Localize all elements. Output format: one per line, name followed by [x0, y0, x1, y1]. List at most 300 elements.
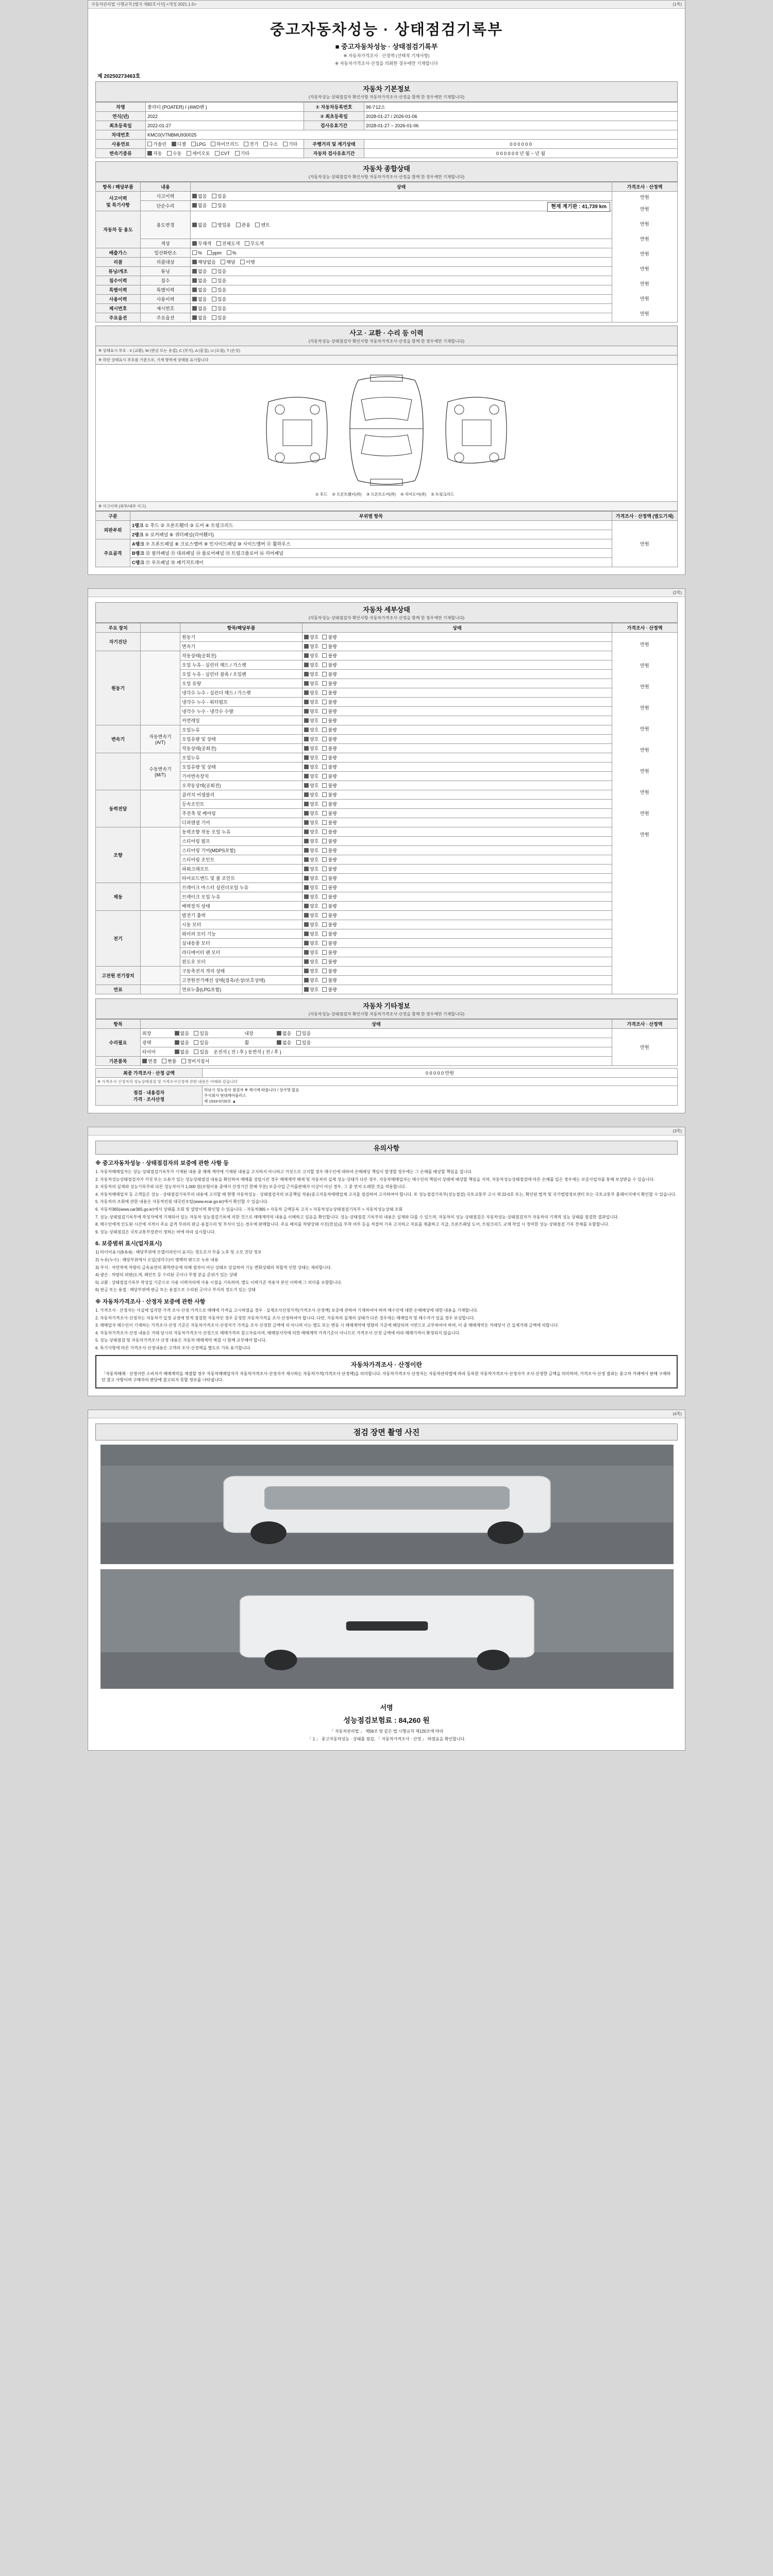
status-good[interactable]: 양호 [304, 643, 318, 650]
label-plate-no: ① 자동차등록번호 [304, 103, 364, 112]
status-bad[interactable]: 불량 [322, 708, 337, 715]
status-bad[interactable]: 불량 [322, 764, 337, 770]
basic-item-0[interactable]: 연결 [142, 1058, 157, 1064]
car-side-right-diagram [438, 381, 515, 479]
status-good[interactable]: 양호 [304, 726, 318, 733]
status-bad[interactable]: 불량 [322, 634, 337, 640]
table-row [96, 985, 678, 994]
emission-co[interactable]: % [192, 250, 202, 256]
table-row [96, 642, 678, 651]
recall-done[interactable]: 이행 [240, 259, 255, 265]
detail-item-label: 냉각수 누수 - 워터펌프 [180, 698, 303, 707]
table-row [96, 855, 678, 865]
accident-yes[interactable]: 있음 [212, 193, 226, 199]
table-row [96, 304, 678, 313]
frame-rank-c [130, 558, 612, 567]
row-item-usage-hist: 사용이력 [141, 295, 191, 304]
final-price-note: ※ 가격조사·산정자의 성능상태점검 및 가격조사산정에 관한 내용은 아래와 같습니다 [96, 1078, 678, 1086]
table-row [96, 735, 678, 744]
detail-item-label: 작동상태(공회전) [180, 744, 303, 753]
fuel-option-diesel[interactable]: 디젤 [172, 141, 186, 147]
status-bad[interactable]: 불량 [322, 689, 337, 696]
row-group-flood: 침수이력 [96, 276, 141, 285]
emission-hc[interactable]: ppm [207, 250, 222, 256]
value-plate-no: 96구12소 [364, 103, 678, 112]
status-good[interactable]: 양호 [304, 754, 318, 761]
frame-rank-c-name: C랭크 [132, 560, 144, 565]
page-title: 중고자동차성능 · 상태점검기록부 [270, 22, 503, 38]
status-bad[interactable]: 불량 [322, 791, 337, 798]
row-item-offer-no: 제시번호 [141, 304, 191, 313]
legend-item-4: ⑤ 트렁크리드 [431, 492, 455, 497]
notice-para-3: 6. 특기사항에 따른 가격조사·산정내용은 고객의 조사·산정액을 별도로 기록 표기합니다. [95, 1345, 251, 1350]
ext-rank-2-items: ⑤ 로커패널 ⑥ 쿼터패널(리어휀더) [144, 532, 214, 537]
wheel-none[interactable]: 없음 [277, 1039, 291, 1046]
status-bad[interactable]: 불량 [322, 662, 337, 668]
detail-subgroup-5 [141, 827, 180, 883]
table-row [96, 818, 678, 827]
row-state-recall [191, 258, 612, 267]
col-head-state: 상태 [191, 182, 612, 192]
legend-item-0: ① 후드 [315, 492, 328, 497]
page-number-4: (4쪽) [673, 1411, 682, 1416]
usagehist-none[interactable]: 없음 [192, 296, 207, 302]
row-group-emission: 배출가스 [96, 248, 141, 258]
page-number-2: (2쪽) [673, 590, 682, 595]
detail-item-label: 구동축전지 격리 상태 [180, 967, 303, 976]
notice-para: 4. 자동차매매업자 등 고객들은 성능 · 상태점검기록부의 내용에 고지할 때 현행 자동차성능 · 상태점검자의 보증책임 적용(중고자동차매매업체 고지율 점검하여 고지하여야 합니다. 또 성능점검기록부(성능점검) 국토교통부 고시 제 22-0호 또는, 확인된 법적 및 국가법령정보센터 또는 국토교통부 홈페이지에서 확인할 수 있습니다. [95, 1192, 677, 1197]
table-row [96, 892, 678, 902]
col-head-etc-state: 상태 [141, 1020, 612, 1029]
status-bad[interactable]: 불량 [322, 866, 337, 872]
page-number-3: (3쪽) [673, 1129, 682, 1133]
row-state-usage-hist [191, 295, 612, 304]
etc-label-wheel: 휠 [244, 1040, 249, 1045]
basic-item-1[interactable]: 현품 [162, 1058, 176, 1064]
detail-subgroup-8 [141, 967, 180, 985]
row-group-tuning: 튜닝/개조 [96, 267, 141, 276]
table-row [96, 725, 678, 735]
status-good[interactable]: 양호 [304, 912, 318, 919]
footer-line-1: 「 자동차관리법 」 제58조 및 같은 법 시행규칙 제120조에 따라 [329, 1728, 444, 1734]
status-bad[interactable]: 불량 [322, 773, 337, 779]
status-bad[interactable]: 불량 [322, 828, 337, 835]
status-good[interactable]: 양호 [304, 773, 318, 779]
row-state-simple-repair [191, 201, 612, 211]
notice-para: 2. 자동차성능상태점검자가 거짓 또는 오류가 있는 성능상태점검 내용을 확인하여 매매를 성립시킨 경우 매매계약 해제 및 자동차의 실제 성능·상태가 다른 경우, 자동차매매업자는 매수인의 책임이 상태에 배상할 책임을 지며, 자동차성능상태점검에 따른 손해를 입은 경우에는 보증사업자를 통해 보상받을 수 있습니다. [95, 1177, 655, 1182]
section-etc-subtitle: (자동차성능·상태점검자 확인사항 자동차가격조사·산정을 함께 한 경우에만 기재합니다) [308, 1012, 465, 1016]
status-good[interactable]: 양호 [304, 930, 318, 937]
flood-none[interactable]: 없음 [192, 277, 207, 284]
table-header-row [96, 1020, 678, 1029]
col-head-item: 항목 / 해당부품 [96, 182, 141, 192]
status-good[interactable]: 양호 [304, 856, 318, 863]
status-bad[interactable]: 불량 [322, 940, 337, 946]
usage-gov[interactable]: 관용 [236, 222, 250, 228]
status-good[interactable]: 양호 [304, 847, 318, 854]
usage-none[interactable]: 없음 [192, 222, 207, 228]
detail-group-8: 고전원 전기장치 [96, 967, 141, 985]
trans-option-cvt[interactable]: CVT [215, 151, 230, 156]
detail-item-status [303, 837, 612, 846]
notice-para-3: 5. 성능·상태점검 및 자동차가격조사·산정 내용은 자동차 매매계약 체결 시 함께 교부해야 합니다. [95, 1338, 267, 1343]
title-block [95, 14, 678, 69]
value-fuel-options [146, 140, 304, 149]
legend-item-3: ④ 리어도어(좌) [400, 492, 427, 497]
col-head-etc-price: 가격조사 · 산정액 [612, 1020, 678, 1029]
options-yes[interactable]: 있음 [212, 314, 226, 321]
offerno-none[interactable]: 없음 [192, 305, 207, 312]
detail-subgroup-6 [141, 883, 180, 911]
usage-rent[interactable]: 렌트 [255, 222, 270, 228]
trans-option-semiauto[interactable]: 세미오토 [187, 150, 210, 157]
page-subtitle-note: ※ 자동차가격조사 · 산정액 (선택적 기재사항) [343, 53, 430, 58]
color-none[interactable]: 무채색 [192, 240, 211, 247]
status-bad[interactable]: 불량 [322, 671, 337, 677]
detail-item-status [303, 688, 612, 698]
recall-na[interactable]: 해당없음 [192, 259, 216, 265]
rank-group-exterior: 외판부위 [96, 521, 130, 539]
status-bad[interactable]: 불량 [322, 736, 337, 742]
status-bad[interactable]: 불량 [322, 847, 337, 854]
value-meter-code: 0 0 0 0 0 0 [364, 140, 678, 149]
tuning-none[interactable]: 없음 [192, 268, 207, 275]
rank-price-cell: 만원 [612, 521, 678, 567]
inspection-fee-value: 84,260 원 [398, 1716, 430, 1724]
value-first-reg: 2028-01-27 / 2026-01-06 [364, 112, 678, 121]
notice-head-1: ※ 중고자동차성능 · 상태점검자의 보증에 관한 사항 등 [95, 1160, 229, 1166]
fuel-option-hybrid[interactable]: 하이브리드 [211, 141, 239, 147]
options-none[interactable]: 없음 [192, 314, 207, 321]
table-row [96, 276, 678, 285]
section-overall-header [95, 161, 678, 182]
inspector-label-1: 점검 · 내용검자 [133, 1090, 165, 1095]
notice-para-2: 5) 교환 : 상태점검기록부 작성일 기준으로 사용 이력자의에 사용 시점을 기록하며, 별도 이력기준 적용자 본인 이력에 그 의미를 포함합니다. [95, 1280, 342, 1285]
status-bad[interactable]: 불량 [322, 643, 337, 650]
fuel-option-lpg[interactable]: LPG [191, 142, 206, 147]
notice-para-3: 2. 자동차가격조사·산정자는 자동차가 일정 규정에 맞게 점검한 자동차인 경우 공정한 자동차가격을 조사·산정하여야 합니다. 다만, 자동차의 실제의 상태가 다른 경우에는 매매업자 및 매수자가 있을 경우 보상합니다. [95, 1315, 475, 1320]
overall-state-table [95, 182, 678, 323]
status-good[interactable]: 양호 [304, 838, 318, 844]
special-none[interactable]: 없음 [192, 286, 207, 293]
status-good[interactable]: 양호 [304, 791, 318, 798]
status-good[interactable]: 양호 [304, 801, 318, 807]
wheel-yes[interactable]: 있음 [296, 1039, 311, 1046]
table-row [96, 239, 678, 248]
usage-business[interactable]: 영업용 [212, 222, 231, 228]
status-good[interactable]: 양호 [304, 968, 318, 974]
etc-table [95, 1019, 678, 1066]
status-good[interactable]: 양호 [304, 662, 318, 668]
status-good[interactable]: 양호 [304, 689, 318, 696]
simple-repair-yes[interactable]: 있음 [212, 202, 226, 209]
status-bad[interactable]: 불량 [322, 819, 337, 826]
table-header-row [96, 623, 678, 633]
status-bad[interactable]: 불량 [322, 754, 337, 761]
inspector-label-2: 가격 · 조사산정 [133, 1096, 165, 1102]
form-legal-ref: 자동차관리법 시행규칙 [별지 제82호서식] <개정 2021.1.5> [91, 2, 197, 7]
detail-group-3 [96, 753, 141, 790]
status-good[interactable]: 양호 [304, 819, 318, 826]
section-accident-header [95, 326, 678, 346]
status-bad[interactable]: 불량 [322, 652, 337, 659]
section-basic-title: 자동차 기본정보 [363, 85, 410, 93]
table-row [96, 790, 678, 800]
etc-group-repair-needed: 수리필요 [96, 1029, 141, 1057]
detail-item-label: 디퍼렌셜 기어 [180, 818, 303, 827]
photos-section-title: 점검 장면 촬영 사진 [95, 1423, 678, 1440]
fuel-option-other[interactable]: 기타 [283, 141, 297, 147]
section-etc-title: 자동차 기타정보 [363, 1002, 410, 1010]
photo-rear-graphic [101, 1570, 673, 1688]
exterior-none[interactable]: 없음 [175, 1030, 189, 1037]
detail-item-label: 클러치 어셈블리 [180, 790, 303, 800]
status-bad[interactable]: 불량 [322, 726, 337, 733]
status-bad[interactable]: 불량 [322, 745, 337, 752]
detail-item-label: 고전원전기배선 상태(접촉/손상/보호상태) [180, 976, 303, 985]
status-bad[interactable]: 불량 [322, 680, 337, 687]
detail-item-status [303, 679, 612, 688]
status-good[interactable]: 양호 [304, 893, 318, 900]
notice-para-3: 1. 가격조사 · 산정자는 사실에 입각한 가격 조사·산정 가격으로 매매에 가격을 고시하였을 경우 · 실제조사산정가격(가격조사·산정액) 보증에 관하여 기재하여야 하며 매수인에 대한 손해배상에 대한 내용을 기재합니다. [95, 1308, 478, 1313]
col-head-price: 가격조사 · 산정액 [612, 182, 678, 192]
status-good[interactable]: 양호 [304, 708, 318, 715]
notice-section [88, 1136, 685, 1396]
basic-item-2[interactable]: 정비지침서 [181, 1058, 209, 1064]
status-good[interactable]: 양호 [304, 828, 318, 835]
notice-para: 3. 자동차의 실제와 성능기록부와 다른 성능차이가 1,000 원(보험이용 중에서 산정기간 한해 부분) 보증사업 근거를판매자 이상이 아닌 경우, 그 중 먼저 도래한 것을 적용합니다. [95, 1184, 407, 1190]
table-row [96, 976, 678, 985]
row-state-offer-no [191, 304, 612, 313]
table-row [96, 874, 678, 883]
status-good[interactable]: 양호 [304, 810, 318, 817]
status-good[interactable]: 양호 [304, 671, 318, 677]
status-good[interactable]: 양호 [304, 736, 318, 742]
sheet-page-4 [88, 1410, 685, 1751]
table-row [96, 698, 678, 707]
special-yes[interactable]: 있음 [212, 286, 226, 293]
simple-repair-none[interactable]: 없음 [192, 202, 207, 209]
final-price-value: 0 0 0 0 0 만원 [203, 1069, 678, 1078]
status-good[interactable]: 양호 [304, 680, 318, 687]
etc-row-tire [141, 1047, 612, 1057]
status-bad[interactable]: 불량 [322, 930, 337, 937]
table-row [96, 192, 678, 201]
notice-para-2: 1) 타이어표시(9-6-6) : 해당부위에 모델이라인이 표지는 정도로서 부품 노후 및 소모 진단 정보 [95, 1250, 262, 1255]
status-good[interactable]: 양호 [304, 634, 318, 640]
detail-item-label: 냉각수 누수 - 냉각수 수량 [180, 707, 303, 716]
mileage-value: 현재 계기판 : 41,739 km [547, 202, 610, 212]
status-good[interactable]: 양호 [304, 903, 318, 909]
form-topbar-3 [88, 1127, 685, 1136]
detail-item-label: 오일유량 및 상태 [180, 735, 303, 744]
table-row [96, 781, 678, 790]
etc-price-cell: 만원 [612, 1029, 678, 1066]
trans-option-auto[interactable]: 자동 [147, 150, 162, 157]
status-good[interactable]: 양호 [304, 921, 318, 928]
detail-item-label: 등속조인트 [180, 800, 303, 809]
status-bad[interactable]: 불량 [322, 801, 337, 807]
polish-yes[interactable]: 있음 [194, 1039, 208, 1046]
label-first-reg: ② 최초등록일 [304, 112, 364, 121]
detail-price-column: 만원 만원 만원 만원 만원 만원 만원 만원 만원 만원 [612, 633, 678, 994]
accident-cross-label: ※ 사고이력 (외부/내부 사고) [95, 502, 678, 511]
fuel-option-gasoline[interactable]: 가솔린 [147, 141, 166, 147]
status-bad[interactable]: 불량 [322, 903, 337, 909]
detail-item-status [303, 716, 612, 725]
label-transmission: 변속기종류 [96, 149, 146, 158]
table-header-row [96, 182, 678, 192]
trans-option-manual[interactable]: 수동 [167, 150, 181, 157]
detail-item-label: 라디에이터 팬 모터 [180, 948, 303, 957]
table-row [96, 929, 678, 939]
etc-label-polish: 광택 [142, 1040, 152, 1045]
table-row [96, 902, 678, 911]
section-accident-subtitle: (자동차성능·상태점검자 확인사항 자동차가격조사·산정을 함께 한 경우에만 기재합니다) [308, 339, 465, 344]
detail-item-label: 오일 누유 - 실린더 헤드 / 가스켓 [180, 660, 303, 670]
status-good[interactable]: 양호 [304, 986, 318, 993]
interior-none[interactable]: 없음 [277, 1030, 291, 1037]
detail-group-7: 전기 [96, 911, 141, 967]
status-bad[interactable]: 불량 [322, 699, 337, 705]
detail-item-status [303, 772, 612, 781]
row-item-usage-change: 용도변경 [141, 211, 191, 239]
table-row [96, 211, 678, 239]
tuning-yes[interactable]: 있음 [212, 268, 226, 275]
row-state-tuning [191, 267, 612, 276]
detail-subgroup-4 [141, 790, 180, 827]
detail-item-status [303, 753, 612, 762]
col-head-device: 주요 장치 [96, 623, 141, 633]
status-good[interactable]: 양호 [304, 782, 318, 789]
status-good[interactable]: 양호 [304, 949, 318, 956]
detail-item-label: 연료누출(LPG포함) [180, 985, 303, 994]
status-bad[interactable]: 불량 [322, 949, 337, 956]
detail-item-status [303, 725, 612, 735]
detail-item-label: 추진축 및 베어링 [180, 809, 303, 818]
col-head-rank-items: 부위별 항목 [130, 512, 612, 521]
table-row [96, 1047, 678, 1057]
table-row [96, 827, 678, 837]
status-bad[interactable]: 불량 [322, 884, 337, 891]
ext-rank-1-name: 1랭크 [132, 523, 144, 528]
table-row [96, 670, 678, 679]
accident-none[interactable]: 없음 [192, 193, 207, 199]
notice-para-2: 2) 누유(누수) : 해당부위에서 오일(냉각수)이 명백히 밖으로 누유 내용 [95, 1257, 219, 1262]
detail-item-status [303, 957, 612, 967]
fuel-option-electric[interactable]: 전기 [244, 141, 258, 147]
flood-yes[interactable]: 있음 [212, 277, 226, 284]
row-group-special: 특별이력 [96, 285, 141, 295]
car-damage-diagram [95, 365, 678, 502]
status-good[interactable]: 양호 [304, 977, 318, 984]
detail-item-status [303, 651, 612, 660]
section-accident-title: 사고 · 교환 · 수리 등 이력 [349, 329, 424, 337]
table-row [96, 846, 678, 855]
table-header-row [96, 512, 678, 521]
status-good[interactable]: 양호 [304, 699, 318, 705]
label-car-name: 차명 [96, 103, 146, 112]
status-bad[interactable]: 불량 [322, 968, 337, 974]
section-overall-subtitle: (자동차성능·상태점검자 확인사항 자동차가격조사·산정을 함께 한 경우에만 기재합니다) [308, 175, 465, 179]
color-partial[interactable]: 무도색 [245, 240, 264, 247]
table-row [96, 688, 678, 698]
status-bad[interactable]: 불량 [322, 977, 337, 984]
usagehist-yes[interactable]: 있음 [212, 296, 226, 302]
status-good[interactable]: 양호 [304, 764, 318, 770]
definition-box-body: 「자동차매매 · 산정이란 소비자가 매매계약을 체결할 경우 자동차매매업자가 자동차가격조사·산정자가 제시하는 자동차가격(가격조사·산정액)을 의미합니다. 자동차가격조사·산정자는 자동차관리법에 따라 등록한 자동차가격조사·산정자가 조사·산정한 금액을 의미하며, 가격조사·산정 결과는 중고차 거래에서 판매 구매하던 참고 사항이며 구매자의 판단에 참고되지 못할 정보를 나타냅니다. [102, 1371, 671, 1383]
detail-item-label: 스티어링 펌프 [180, 837, 303, 846]
recall-yes[interactable]: 해당 [221, 259, 235, 265]
status-good[interactable]: 양호 [304, 940, 318, 946]
label-vin: 차대번호 [96, 130, 146, 140]
row-item-accident: 사고이력 [141, 192, 191, 201]
status-bad[interactable]: 불량 [322, 912, 337, 919]
status-good[interactable]: 양호 [304, 745, 318, 752]
tire-none[interactable]: 없음 [175, 1048, 189, 1055]
status-bad[interactable]: 불량 [322, 958, 337, 965]
status-good[interactable]: 양호 [304, 717, 318, 724]
detail-subgroup-2: 자동변속기 (A/T) [141, 725, 180, 753]
col-head-rank-div: 구분 [96, 512, 130, 521]
table-row [96, 140, 678, 149]
detail-item-status [303, 985, 612, 994]
value-transmission-options [146, 149, 304, 158]
status-good[interactable]: 양호 [304, 875, 318, 882]
interior-yes[interactable]: 있음 [296, 1030, 311, 1037]
detail-item-status [303, 707, 612, 716]
trans-option-other[interactable]: 기타 [235, 150, 249, 157]
signature-label: 서명 [380, 1703, 393, 1711]
offerno-yes[interactable]: 있음 [212, 305, 226, 312]
overall-price-column: 만원 만원 만원 만원 만원 만원 만원 만원 만원 [612, 192, 678, 323]
status-good[interactable]: 양호 [304, 866, 318, 872]
status-bad[interactable]: 불량 [322, 986, 337, 993]
notice-para: 8. 매수인에게 인도된 시간에 지적이 주요 골격 부위의 판금·용접수리 및 부식이 있는 경우에 판매합니다. 주요 배치를 차량상태 사진(전심)을 부착 여부 등을 적절히 기록 고지하고 자료를 제출하고 지급, 프론트패널 도어, 트렁크리드 교체 작업 시 정비한 성능·상태점검 기록 전체를 포함합니다. [95, 1222, 610, 1227]
status-bad[interactable]: 불량 [322, 921, 337, 928]
status-good[interactable]: 양호 [304, 652, 318, 659]
frame-rank-a-name: A랭크 [132, 541, 144, 547]
sheet-page-2 [88, 588, 685, 1113]
emission-smoke[interactable]: % [227, 250, 237, 256]
status-bad[interactable]: 불량 [322, 893, 337, 900]
section-etc-header [95, 998, 678, 1019]
status-bad[interactable]: 불량 [322, 782, 337, 789]
document-number: 제 20250273463호 [97, 74, 141, 79]
tire-yes[interactable]: 있음 [194, 1048, 208, 1055]
table-row [96, 549, 678, 558]
label-inspection-valid: 자동차 검사유효기간 [304, 149, 364, 158]
status-bad[interactable]: 불량 [322, 717, 337, 724]
status-bad[interactable]: 불량 [322, 838, 337, 844]
table-row [96, 948, 678, 957]
status-good[interactable]: 양호 [304, 958, 318, 965]
status-good[interactable]: 양호 [304, 884, 318, 891]
polish-none[interactable]: 없음 [175, 1039, 189, 1046]
status-bad[interactable]: 불량 [322, 810, 337, 817]
detail-item-label: 작동상태(공회전) [180, 651, 303, 660]
detail-group-0: 자기진단 [96, 633, 141, 651]
status-bad[interactable]: 불량 [322, 875, 337, 882]
value-inspection-period: 2028-01-27 ~ 2026-01-06 [364, 121, 678, 130]
exterior-yes[interactable]: 있음 [194, 1030, 208, 1037]
detail-item-status [303, 762, 612, 772]
fuel-option-hydrogen[interactable]: 수소 [263, 141, 278, 147]
status-bad[interactable]: 불량 [322, 856, 337, 863]
table-row [96, 660, 678, 670]
color-full[interactable]: 전체도색 [216, 240, 240, 247]
detail-item-status [303, 642, 612, 651]
